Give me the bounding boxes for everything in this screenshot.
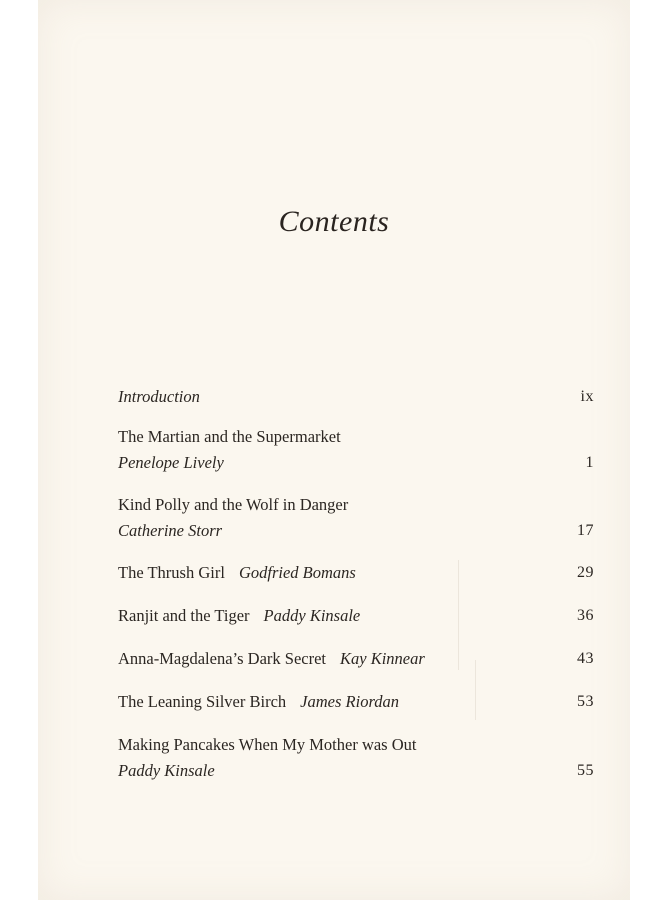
toc-entry-author: Paddy Kinsale: [263, 606, 361, 625]
contents-heading: Contents: [278, 205, 390, 238]
toc-page-number: 1: [585, 454, 594, 471]
toc-page-number: 43: [577, 650, 594, 667]
toc-entry[interactable]: [118, 492, 594, 544]
toc-entry-introduction[interactable]: [118, 384, 594, 410]
toc-page-number: 29: [577, 564, 594, 581]
toc-entry[interactable]: [118, 646, 594, 672]
toc-page-number: 53: [577, 693, 594, 710]
toc-entry[interactable]: [118, 732, 594, 784]
toc-entry-author: Paddy Kinsale: [118, 761, 215, 780]
toc-entry-author: Catherine Storr: [118, 521, 223, 540]
toc-entry-title: The Leaning Silver Birch: [118, 692, 287, 711]
toc-entry[interactable]: [118, 560, 594, 586]
toc-entry-title: The Martian and the Supermarket: [118, 427, 341, 446]
toc-entry-author: Godfried Bomans: [238, 563, 356, 582]
toc-entry-author: James Riordan: [300, 692, 400, 711]
toc-page-number: 55: [577, 762, 594, 779]
toc-page-number: 36: [577, 607, 594, 624]
toc-entry[interactable]: [118, 603, 594, 629]
toc-entry-title: Ranjit and the Tiger: [118, 606, 250, 625]
table-of-contents: [118, 384, 594, 784]
toc-entry-author: Penelope Lively: [118, 453, 224, 472]
toc-page-number: ix: [580, 388, 594, 405]
toc-entry-author: Kay Kinnear: [340, 649, 425, 668]
toc-entry-title: The Thrush Girl: [118, 563, 225, 582]
toc-entry[interactable]: [118, 424, 594, 476]
book-page: [38, 0, 630, 900]
toc-entry-title: Kind Polly and the Wolf in Danger: [118, 495, 349, 514]
toc-entry-title: Making Pancakes When My Mother was Out: [118, 735, 417, 754]
toc-entry-title: Anna-Magdalena’s Dark Secret: [118, 649, 326, 668]
toc-entry-label: Introduction: [118, 387, 200, 406]
toc-page-number: 17: [577, 522, 594, 539]
toc-entry[interactable]: [118, 689, 594, 715]
